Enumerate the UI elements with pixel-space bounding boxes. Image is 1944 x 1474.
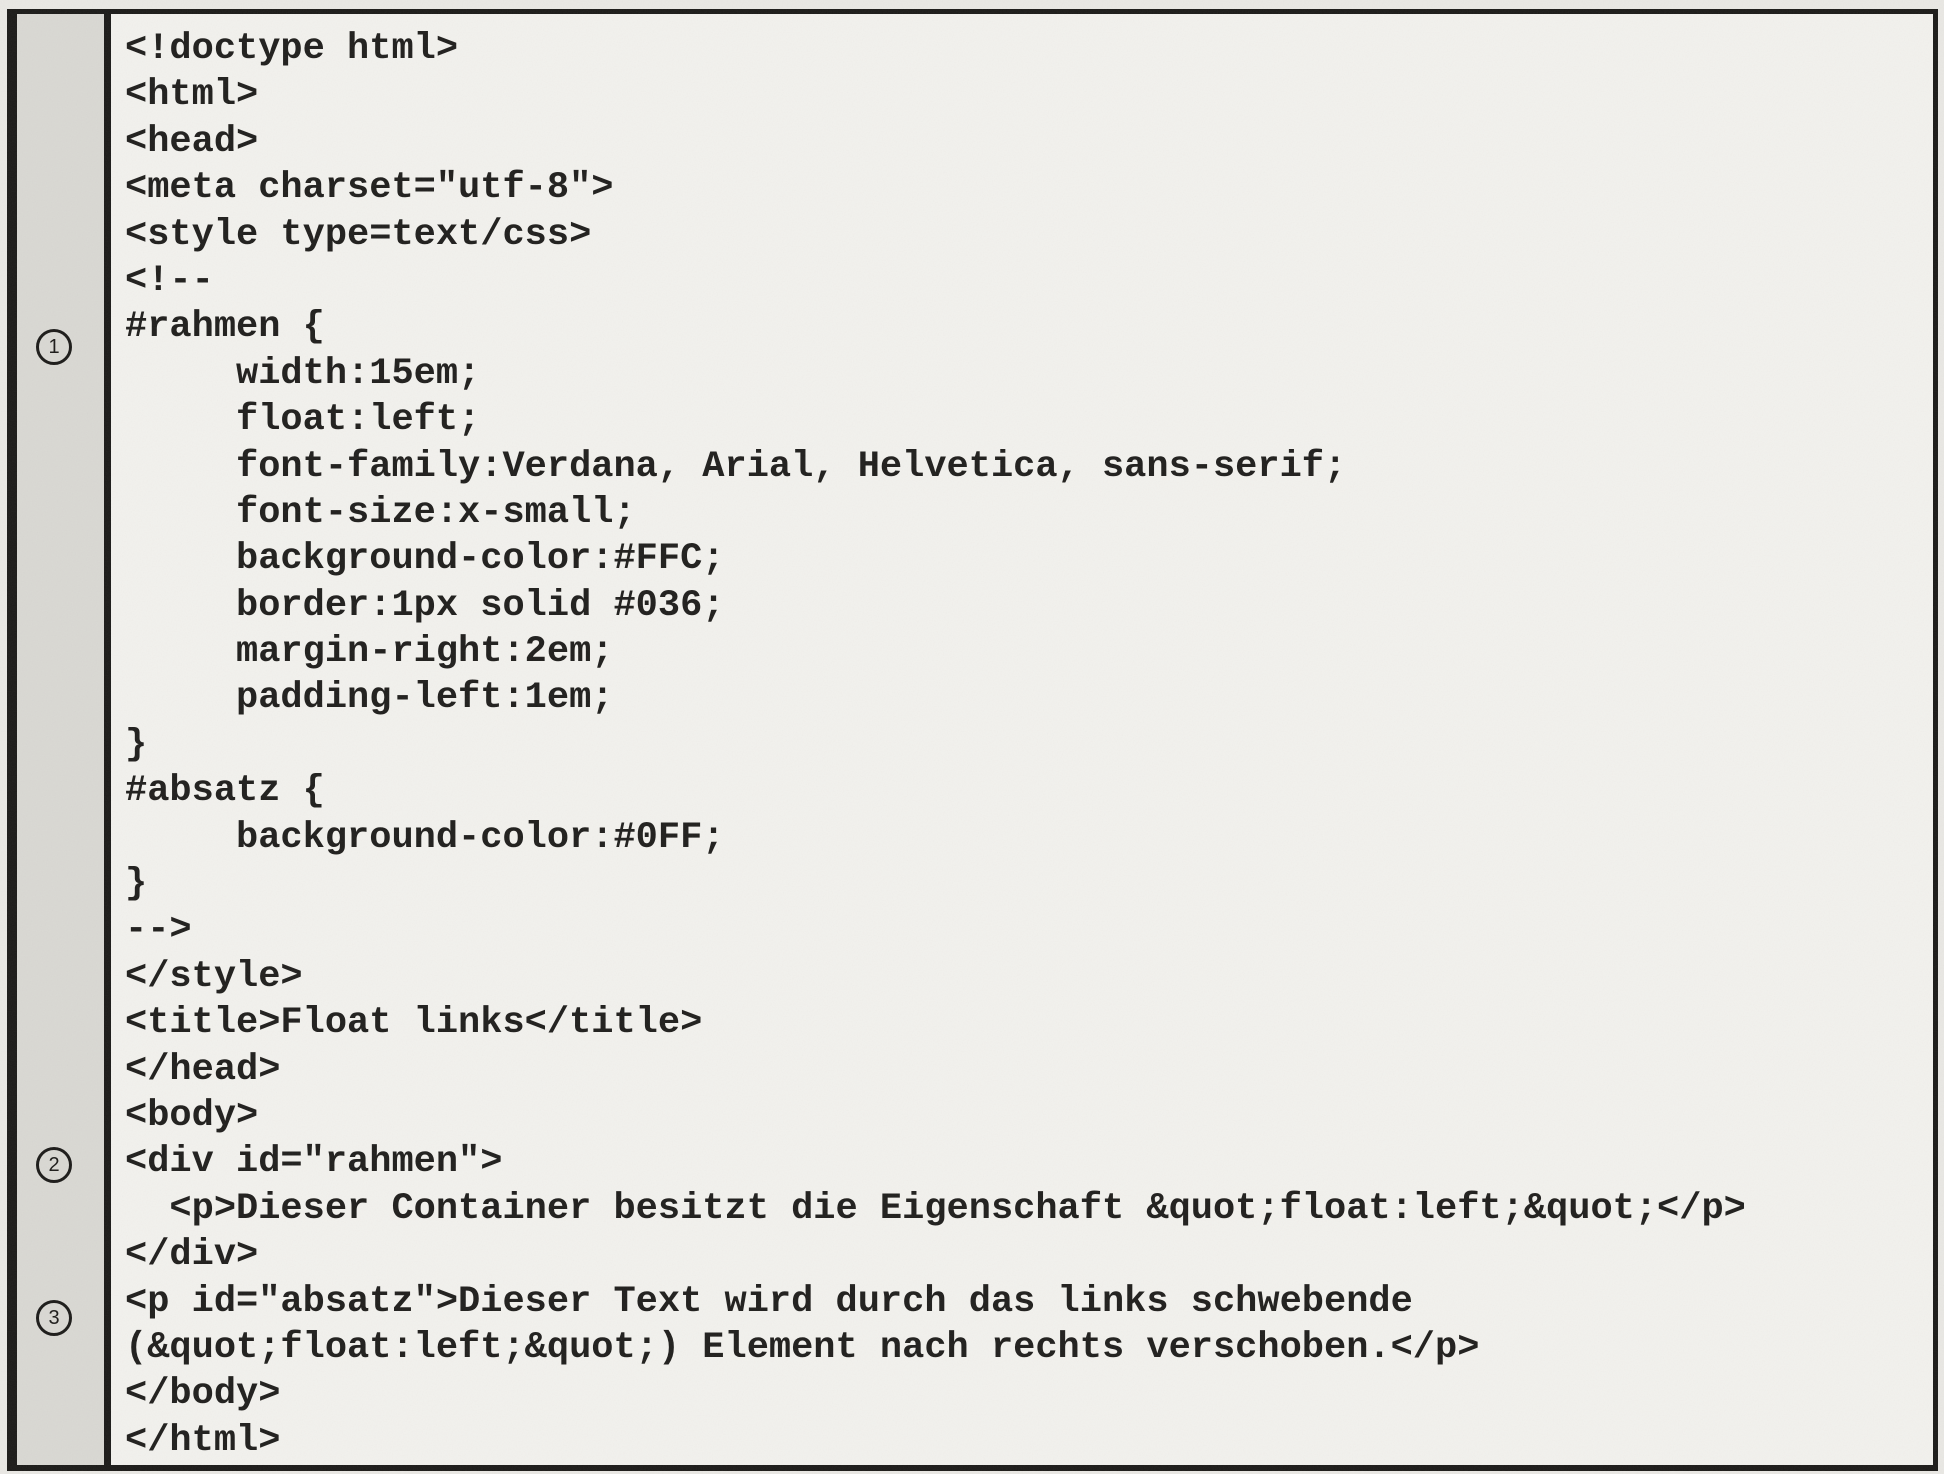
code-line: font-family:Verdana, Arial, Helvetica, sans-serif; (125, 445, 1347, 488)
code-line: <head> (125, 120, 259, 163)
callout-marker-2-label: 2 (48, 1154, 60, 1176)
callout-marker-2 (36, 1147, 72, 1183)
code-line: <p>Dieser Container besitzt die Eigenschaft &quot;float:left;&quot;</p> (125, 1187, 1746, 1230)
code-line: </style> (125, 955, 303, 998)
code-line: </head> (125, 1048, 281, 1091)
callout-marker-3-label: 3 (48, 1307, 60, 1329)
code-line: </body> (125, 1373, 281, 1416)
code-line: border:1px solid #036; (125, 584, 725, 627)
code-line: <!-- (125, 259, 214, 302)
code-line: background-color:#FFC; (125, 538, 725, 581)
code-line: float:left; (125, 399, 481, 442)
code-line: margin-right:2em; (125, 631, 614, 674)
code-line: padding-left:1em; (125, 677, 614, 720)
code-line: <body> (125, 1094, 259, 1137)
code-line: (&quot;float:left;&quot;) Element nach rechts verschoben.</p> (125, 1326, 1480, 1369)
callout-marker-1 (36, 329, 72, 365)
callout-marker-3 (36, 1300, 72, 1336)
code-line: #absatz { (125, 770, 325, 813)
code-line: font-size:x-small; (125, 491, 636, 534)
code-listing (111, 14, 1933, 1465)
code-line: } (125, 723, 148, 766)
code-line: </div> (125, 1234, 259, 1277)
code-line: <style type=text/css> (125, 213, 592, 256)
code-line: width:15em; (125, 352, 481, 395)
code-line: </html> (125, 1419, 281, 1462)
code-line: <p id="absatz">Dieser Text wird durch das links schwebende (125, 1280, 1413, 1323)
callout-marker-1-label: 1 (48, 336, 60, 358)
code-line: <title>Float links</title> (125, 1002, 703, 1045)
code-listing-frame (7, 9, 1938, 1471)
listing-gutter (17, 14, 111, 1465)
code-line: <meta charset="utf-8"> (125, 167, 614, 210)
code-line: background-color:#0FF; (125, 816, 725, 859)
code-line: --> (125, 909, 192, 952)
code-line: <!doctype html> (125, 28, 459, 70)
code-line: #rahmen { (125, 306, 325, 349)
code-line: <html> (125, 74, 259, 117)
code-line: } (125, 863, 148, 906)
code-line: <div id="rahmen"> (125, 1141, 503, 1184)
